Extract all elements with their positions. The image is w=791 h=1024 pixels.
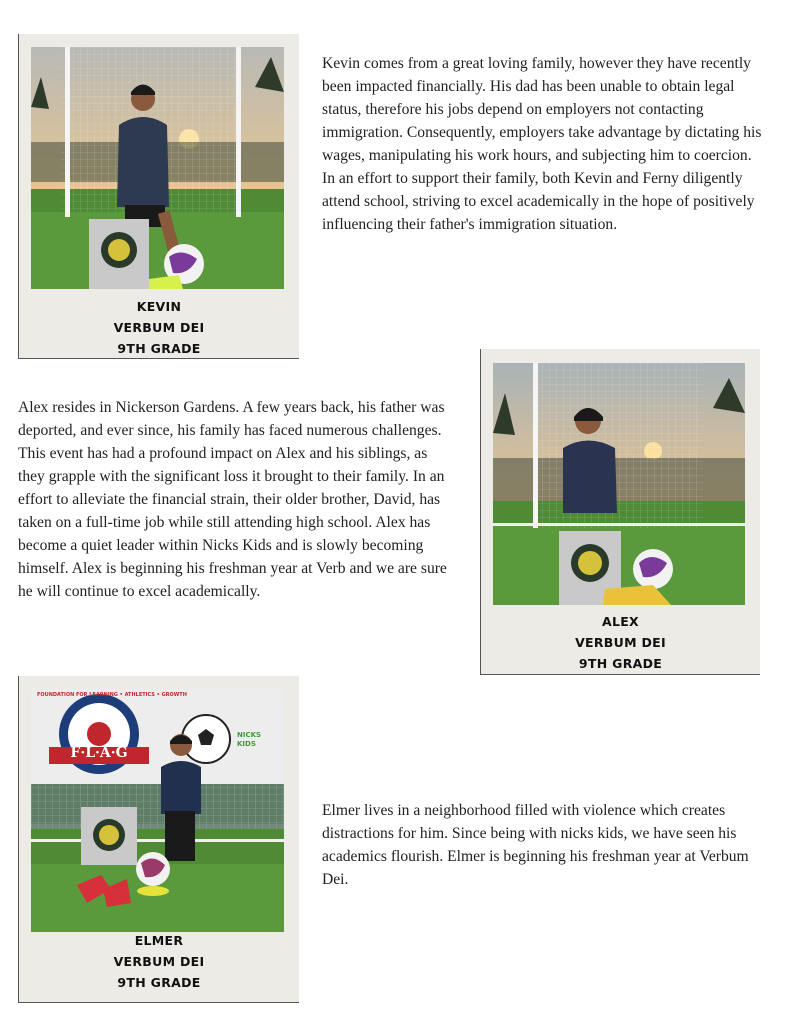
student-school: VERBUM DEI: [113, 954, 205, 969]
student-name: ELMER: [134, 933, 184, 948]
elmer-caption: [19, 930, 299, 993]
student-name: ALEX: [601, 614, 639, 629]
bio-paragraph: Alex resides in Nickerson Gardens. A few years back, his father was deported, and ever since, his family has faced numerous challenges. This event has had a profound impact on Alex and his siblings, as they grapple with the significant loss it brought to their family. In an effort to alleviate the financial strain, their older brother, David, has taken on a full-time job while still attending high school. Alex has become a quiet leader within Nicks Kids and is slowly becoming himself. Alex is beginning his freshman year at Verb and we are sure he will continue to excel academically.: [18, 399, 447, 600]
elmer-bio: [322, 799, 752, 891]
nicks-label: NICKS: [237, 731, 262, 739]
nicks-kids-text: [237, 731, 261, 749]
elmer-photo-card: [18, 676, 299, 1003]
student-school: VERBUM DEI: [113, 320, 205, 335]
alex-photo: [493, 363, 745, 605]
student-school: VERBUM DEI: [575, 635, 666, 650]
bio-paragraph: In an effort to support their family, both Kevin and Ferny diligently attend school, striving to excel academically in the hope of positively influencing their father's immigration situation.: [322, 170, 755, 233]
kevin-caption: [19, 296, 299, 359]
student-grade: 9TH GRADE: [578, 656, 663, 671]
kevin-bio: [322, 52, 762, 236]
flag-logo-text: F·L·A·G: [70, 745, 128, 761]
kevin-photo-card: [18, 34, 299, 359]
bio-paragraph: Kevin comes from a great loving family, however they have recently been impacted financially. His dad has been unable to obtain legal status, therefore his jobs depend on employers not contacting immigration. Consequently, employers take advantage by dictating his wages, manipulating his work hours, and subjecting him to coercion.: [322, 55, 762, 164]
alex-caption: [481, 611, 760, 674]
student-grade: 9TH GRADE: [117, 975, 201, 990]
student-grade: 9TH GRADE: [117, 341, 201, 356]
alex-bio: [18, 396, 450, 603]
kids-label: KIDS: [237, 740, 256, 748]
student-name: KEVIN: [136, 299, 182, 314]
kevin-photo: [31, 47, 284, 289]
bio-paragraph: Elmer lives in a neighborhood filled with violence which creates distractions for him. Since being with nicks kids, we have seen his academics flourish. Elmer is beginning his freshman year at Verbum Dei.: [322, 802, 749, 888]
alex-photo-card: [480, 349, 760, 675]
elmer-photo: [31, 689, 284, 932]
flag-arc-text: FOUNDATION FOR LEARNING • ATHLETICS • GROWTH: [37, 692, 187, 698]
